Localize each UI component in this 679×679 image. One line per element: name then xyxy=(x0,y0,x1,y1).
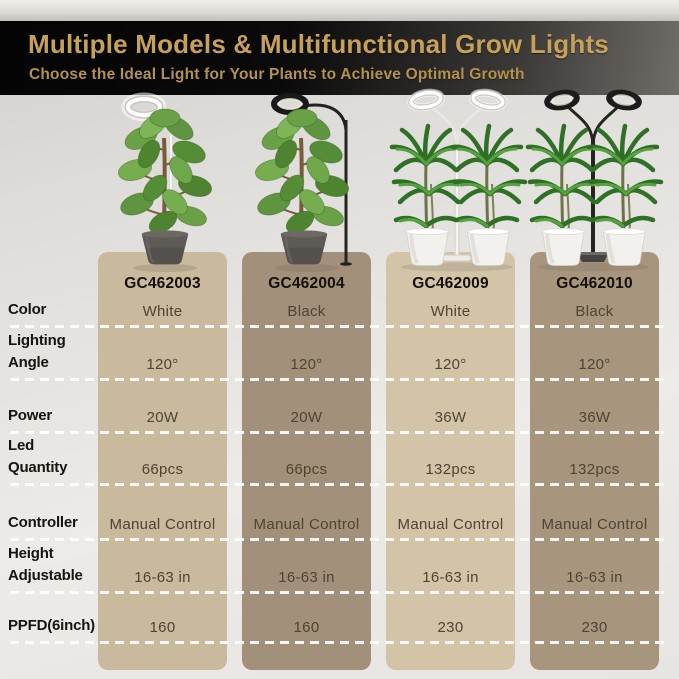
model-name: GC462004 xyxy=(268,275,345,292)
row-divider xyxy=(10,431,670,434)
row-divider xyxy=(10,325,670,328)
row-label: Led Quantity xyxy=(8,437,68,476)
product-photo-GC462009 xyxy=(379,82,534,272)
table-row-height-adjustable xyxy=(0,540,679,593)
table-cell: 16-63 in xyxy=(422,569,479,586)
plant-icon xyxy=(253,109,351,242)
pot-icon xyxy=(542,228,584,265)
table-cell: 66pcs xyxy=(285,461,328,478)
pot-icon xyxy=(406,228,448,265)
plant-icon xyxy=(116,109,214,242)
table-cell: White xyxy=(142,303,183,320)
table-cell: Manual Control xyxy=(109,516,216,533)
model-name: GC462009 xyxy=(412,275,489,292)
table-cell: 36W xyxy=(434,409,467,426)
table-cell: 230 xyxy=(437,619,464,636)
row-divider xyxy=(10,641,670,644)
row-label: Height Adjustable xyxy=(8,545,83,584)
row-divider xyxy=(10,483,670,486)
table-row-lighting-angle xyxy=(0,327,679,380)
table-cell: 160 xyxy=(149,619,176,636)
comparison-table xyxy=(0,252,679,670)
table-row-power xyxy=(0,380,679,433)
table-cell: Manual Control xyxy=(397,516,504,533)
ground-shadow xyxy=(275,264,339,272)
table-cell: Manual Control xyxy=(253,516,360,533)
row-divider xyxy=(10,538,670,541)
row-label: Controller xyxy=(8,513,78,531)
table-row-led-quantity xyxy=(0,433,679,485)
table-cell: 20W xyxy=(290,409,323,426)
pot-icon xyxy=(603,228,645,265)
top-light-strip xyxy=(0,0,679,22)
row-label: Power xyxy=(8,406,53,424)
table-cell: 36W xyxy=(578,409,611,426)
pot-icon xyxy=(467,228,509,265)
table-row-ppfd xyxy=(0,593,679,643)
ring-light-icon xyxy=(608,91,640,110)
table-cell: White xyxy=(430,303,471,320)
table-cell: 20W xyxy=(146,409,179,426)
table-cell: 120° xyxy=(578,356,611,373)
table-cell: Manual Control xyxy=(541,516,648,533)
product-photo-GC462004 xyxy=(232,82,382,272)
ring-light-icon xyxy=(472,91,504,110)
table-cell: 120° xyxy=(290,356,323,373)
table-cell: 120° xyxy=(434,356,467,373)
row-divider xyxy=(10,378,670,381)
product-photo-GC462003 xyxy=(90,82,240,272)
table-row-controller xyxy=(0,485,679,540)
ground-shadow xyxy=(133,264,197,272)
page-subtitle: Choose the Ideal Light for Your Plants to Achieve Optimal Growth xyxy=(29,66,525,83)
product-photo-GC462010 xyxy=(515,82,670,272)
row-label: Color xyxy=(8,300,47,318)
table-row-color xyxy=(0,300,679,327)
table-cell: Black xyxy=(287,303,326,320)
model-name: GC462010 xyxy=(556,275,633,292)
table-cell: 132pcs xyxy=(425,461,476,478)
ring-light-icon xyxy=(410,91,442,110)
pot-icon xyxy=(142,230,188,264)
table-cell: 160 xyxy=(293,619,320,636)
row-label: Lighting Angle xyxy=(8,332,66,371)
table-cell: 16-63 in xyxy=(278,569,335,586)
pot-icon xyxy=(281,230,327,264)
table-cell: Black xyxy=(575,303,614,320)
page-title: Multiple Models & Multifunctional Grow Lights xyxy=(28,29,609,59)
table-cell: 132pcs xyxy=(569,461,620,478)
row-label: PPFD(6inch) xyxy=(8,616,95,634)
table-cell: 66pcs xyxy=(141,461,184,478)
table-cell: 120° xyxy=(146,356,179,373)
ring-light-icon xyxy=(546,91,578,110)
table-cell: 230 xyxy=(581,619,608,636)
model-name: GC462003 xyxy=(124,275,201,292)
table-cell: 16-63 in xyxy=(134,569,191,586)
table-cell: 16-63 in xyxy=(566,569,623,586)
row-divider xyxy=(10,591,670,594)
